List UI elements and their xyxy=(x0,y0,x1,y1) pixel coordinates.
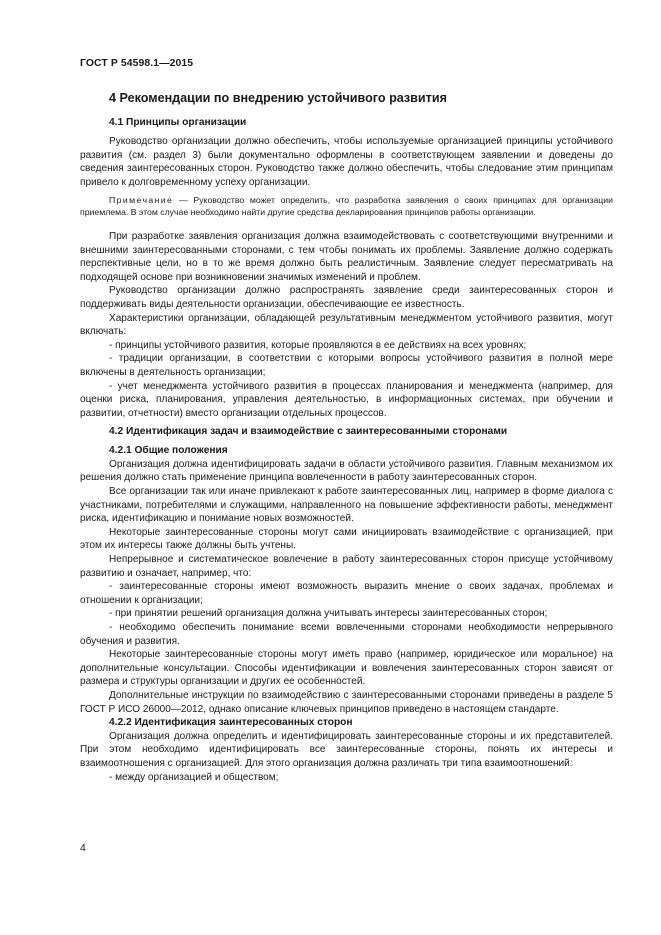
paragraph: Руководство организации должно обеспечить, чтобы используемые организацией принципы устойчивого развития (см. раздел 3) были документально оформлены в соответствующем заявлении и доведены до сведения заинтересованных сторон. Руководство также должно обеспечить, чтобы следование этим принципам привело к долговременному успеху организации. xyxy=(80,136,613,188)
paragraph: Некоторые заинтересованные стороны могут иметь право (например, юридическое или моральное) на дополнительные консультации. Способы идентификации и вовлечения заинтересованных сторон зависят от размера и структуры организации и других ее особенностей. xyxy=(80,649,613,688)
paragraph: Организация должна определить и идентифицировать заинтересованные стороны и их представителей. При этом необходимо идентифицировать все заинтересованные стороны, понять их интересы и взаимоотношения с организацией. Для этого организация должна различать три типа взаимоотношений: xyxy=(80,730,613,769)
list-item: - традиции организации, в соответствии с которыми вопросы устойчивого развития в полной мере включены в деятельность организации; xyxy=(80,353,613,378)
page-body xyxy=(80,90,613,784)
list-item: - при принятии решений организация должна учитывать интересы заинтересованных сторон; xyxy=(109,608,548,620)
paragraph: Организация должна идентифицировать задачи в области устойчивого развития. Главным механизмом их решения должно стать применение принципа вовлеченности в работу заинтересованных сторон. xyxy=(80,458,613,484)
paragraph: При разработке заявления организация должна взаимодействовать с соответствующими внутренними и внешними заинтересованными сторонами, с тем чтобы понимать их проблемы. Заявление должно содержать перспективные цели, но в то же время должно быть реалистичным. Заявление следует пересматривать на подходящей основе при возникновении значимых изменений и проблем. xyxy=(80,230,613,283)
list-item: - необходимо обеспечить понимание всеми вовлеченными сторонами необходимости непрерывного обучения и развития. xyxy=(80,622,613,647)
list-item: - заинтересованные стороны имеют возможность выразить мнение о своих задачах, проблемах и отношении к организации; xyxy=(80,581,613,606)
paragraph: Дополнительные инструкции по взаимодействию с заинтересованными сторонами приведены в разделе 5 ГОСТ Р ИСО 26000—2012, однако описание ключевых принципов приведено в настоящем стандарте. xyxy=(80,689,613,715)
paragraph: Характеристики организации, обладающей результативным менеджментом устойчивого развития, могут включать: xyxy=(80,312,613,338)
section-4-1-heading: 4.1 Принципы организации xyxy=(109,117,247,128)
document-id-header: ГОСТ Р 54598.1—2015 xyxy=(80,58,194,69)
paragraph: Некоторые заинтересованные стороны могут сами инициировать взаимодействие с организацией, при этом их интересы также должны быть учтены. xyxy=(80,526,613,552)
note-label: Примечание xyxy=(109,195,174,206)
note xyxy=(80,195,613,219)
paragraph: Руководство организации должно распространять заявление среди заинтересованных сторон и поддерживать виды деятельности организации, обеспечивающие ее известность. xyxy=(80,285,613,310)
section-4-heading: 4 Рекомендации по внедрению устойчивого развития xyxy=(109,91,447,105)
section-4-2-1-heading: 4.2.1 Общие положения xyxy=(109,445,228,457)
section-4-2-heading: 4.2 Идентификация задач и взаимодействие с заинтересованными сторонами xyxy=(109,426,508,438)
section-4-2-2-heading: 4.2.2 Идентификация заинтересованных сторон xyxy=(109,717,353,729)
paragraph: Все организации так или иначе привлекают к работе заинтересованных лиц, например в форме диалога с участниками, потребителями и служащими, направленного на повышение эффективности работы, менеджмент риска, идентификацию и понимание новых возможностей. xyxy=(80,486,613,525)
list-item: - учет менеджмента устойчивого развития в процессах планирования и менеджмента (например, для оценки риска, планирования, управления деятельностью, в информационных системах, при обучении и развитии, отчетности) вместо организации отдельных процессов. xyxy=(80,380,613,419)
list-item: - между организацией и обществом; xyxy=(109,771,279,783)
list-item: - принципы устойчивого развития, которые проявляются в ее действиях на всех уровнях; xyxy=(109,339,527,351)
paragraph: Непрерывное и систематическое вовлечение в работу заинтересованных сторон присуще устойчивому развитию и означает, например, что: xyxy=(80,554,613,579)
note-text: — Руководство может определить, что разработка заявления о своих принципах для организации приемлема. В этом случае необходимо найти другие средства декларирования принципов работы организации. xyxy=(80,195,613,218)
page-number: 4 xyxy=(80,843,86,854)
